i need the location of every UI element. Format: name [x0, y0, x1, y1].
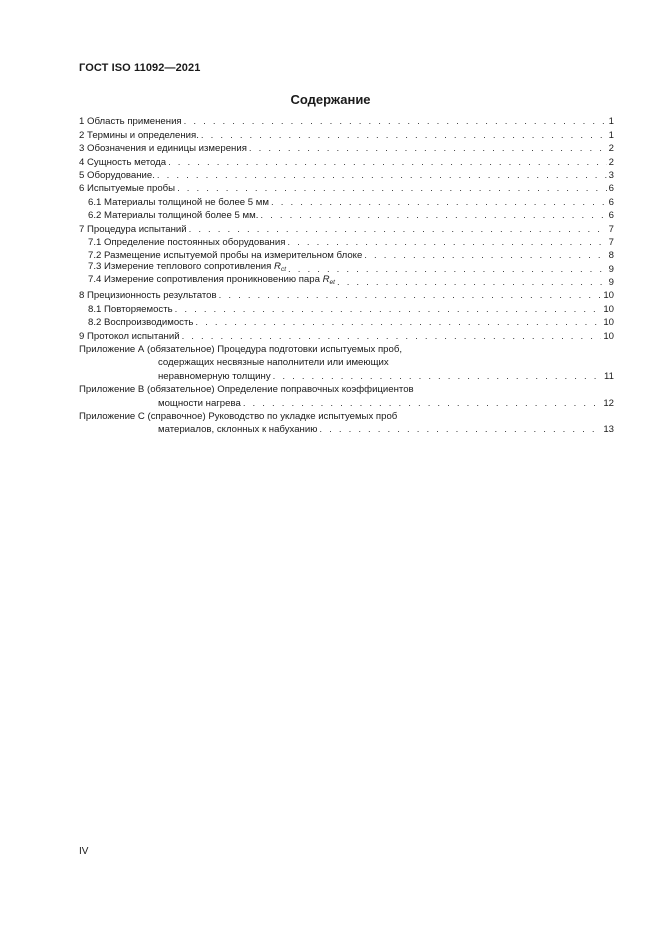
leader-dots: [271, 196, 607, 209]
toc-page-number: 7: [608, 236, 614, 248]
leader-dots: [273, 370, 602, 383]
toc-entry-7[interactable]: [79, 222, 614, 235]
toc-page-number: 10: [603, 290, 614, 302]
appendix-b-last-line: [79, 396, 614, 409]
appendix-c-title: Приложение С (справочное) Руководство по укладке испытуемых проб: [79, 410, 398, 422]
symbol-r: R: [274, 260, 281, 272]
toc-entry-label: 5 Оборудование.: [79, 169, 155, 181]
leader-dots: [195, 316, 601, 329]
toc-entry-label: 4 Сущность метода: [79, 156, 167, 168]
toc-entry-text: 7.4 Измерение сопротивления проникновению пара: [88, 274, 320, 286]
toc-entry-label: [88, 273, 335, 289]
appendix-a-title-cont: содержащих несвязные наполнители или имеющих: [158, 357, 389, 369]
toc-page-number: 6: [608, 183, 614, 195]
toc-entry-label: 8.2 Воспроизводимость: [88, 317, 194, 329]
toc-page-number: 2: [608, 143, 614, 155]
symbol-subscript-et: et: [329, 279, 335, 287]
toc-appendix-a[interactable]: [79, 343, 614, 383]
toc-title: Содержание: [290, 92, 371, 107]
leader-dots: [175, 303, 602, 316]
leader-dots: [364, 249, 606, 262]
toc-page-number: 9: [608, 263, 614, 275]
toc-page-number: 6: [608, 210, 614, 222]
toc-entry-8[interactable]: [79, 289, 614, 302]
toc-page-number: 9: [608, 277, 614, 289]
toc-page-number: 13: [603, 424, 614, 436]
toc-page-number: 1: [608, 116, 614, 128]
toc-page-number: 6: [608, 196, 614, 208]
toc-entry-label: 3 Обозначения и единицы измерения: [79, 143, 247, 155]
leader-dots: [184, 115, 607, 128]
leader-dots: [177, 182, 607, 195]
leader-dots: [201, 129, 607, 142]
toc-page-number: 3: [608, 169, 614, 181]
symbol-subscript-ct: ct: [280, 265, 287, 273]
toc-entry-8-1[interactable]: [79, 302, 614, 315]
toc-page-number: 8: [608, 250, 614, 262]
toc-entry-text: 7.3 Измерение теплового сопротивления: [88, 260, 272, 272]
toc-entry-6-1[interactable]: [79, 195, 614, 208]
toc-entry-label: 2 Термины и определения.: [79, 129, 199, 141]
leader-dots: [157, 169, 607, 182]
toc-entry-label: 8.1 Повторяемость: [88, 303, 173, 315]
toc-appendix-b[interactable]: [79, 383, 614, 410]
toc-entry-6[interactable]: [79, 182, 614, 195]
appendix-a-title: Приложение А (обязательное) Процедура подготовки испытуемых проб,: [79, 343, 402, 355]
leader-dots: [168, 156, 607, 169]
toc-entry-2[interactable]: [79, 128, 614, 141]
toc-page-number: 2: [608, 156, 614, 168]
toc-entry-label: неравномерную толщину: [158, 370, 271, 382]
toc-entry-label: мощности нагрева: [158, 397, 241, 409]
toc-entry-7-1[interactable]: [79, 236, 614, 249]
toc-entry-label: 7.1 Определение постоянных оборудования: [88, 236, 286, 248]
toc-entry-label: 1 Область применения: [79, 116, 182, 128]
toc-entry-label: 9 Протокол испытаний: [79, 330, 180, 342]
toc-entry-label: 8 Прецизионность результатов: [79, 290, 217, 302]
leader-dots: [287, 236, 606, 249]
toc-entry-label: 6.2 Материалы толщиной более 5 мм.: [88, 210, 259, 222]
leader-dots: [189, 223, 607, 236]
toc-page-number: 10: [603, 317, 614, 329]
toc-entry-1[interactable]: [79, 115, 614, 128]
toc-entry-5[interactable]: [79, 169, 614, 182]
leader-dots: [288, 263, 607, 276]
table-of-contents: [79, 115, 614, 436]
leader-dots: [182, 330, 602, 343]
leader-dots: [337, 276, 607, 289]
toc-entry-8-2[interactable]: [79, 316, 614, 329]
toc-entry-label: 6.1 Материалы толщиной не более 5 мм: [88, 196, 270, 208]
page-number: IV: [79, 846, 89, 857]
toc-entry-9[interactable]: [79, 329, 614, 342]
appendix-b-title: Приложение В (обязательное) Определение поправочных коэффициентов: [79, 383, 414, 395]
toc-entry-6-2[interactable]: [79, 209, 614, 222]
toc-page-number: 10: [603, 330, 614, 342]
toc-entry-3[interactable]: [79, 142, 614, 155]
toc-page-number: 1: [608, 129, 614, 141]
toc-entry-7-4[interactable]: [79, 276, 614, 289]
toc-entry-label: 7 Процедура испытаний: [79, 223, 187, 235]
leader-dots: [319, 423, 601, 436]
leader-dots: [243, 397, 602, 410]
standard-header: ГОСТ ISO 11092—2021: [79, 62, 201, 74]
toc-entry-label: материалов, склонных к набуханию: [158, 424, 318, 436]
appendix-a-last-line: [79, 369, 614, 382]
toc-entry-label: 7.2 Размещение испытуемой пробы на измерительном блоке: [88, 250, 363, 262]
toc-appendix-c[interactable]: [79, 410, 614, 437]
appendix-c-last-line: [79, 423, 614, 436]
toc-page-number: 12: [603, 397, 614, 409]
symbol-r: R: [322, 274, 330, 286]
leader-dots: [260, 209, 606, 222]
toc-entry-label: 6 Испытуемые пробы: [79, 183, 176, 195]
toc-entry-4[interactable]: [79, 155, 614, 168]
leader-dots: [219, 289, 602, 302]
toc-page-number: 11: [604, 370, 614, 382]
toc-page-number: 7: [608, 223, 614, 235]
toc-page-number: 10: [603, 303, 614, 315]
leader-dots: [249, 142, 607, 155]
